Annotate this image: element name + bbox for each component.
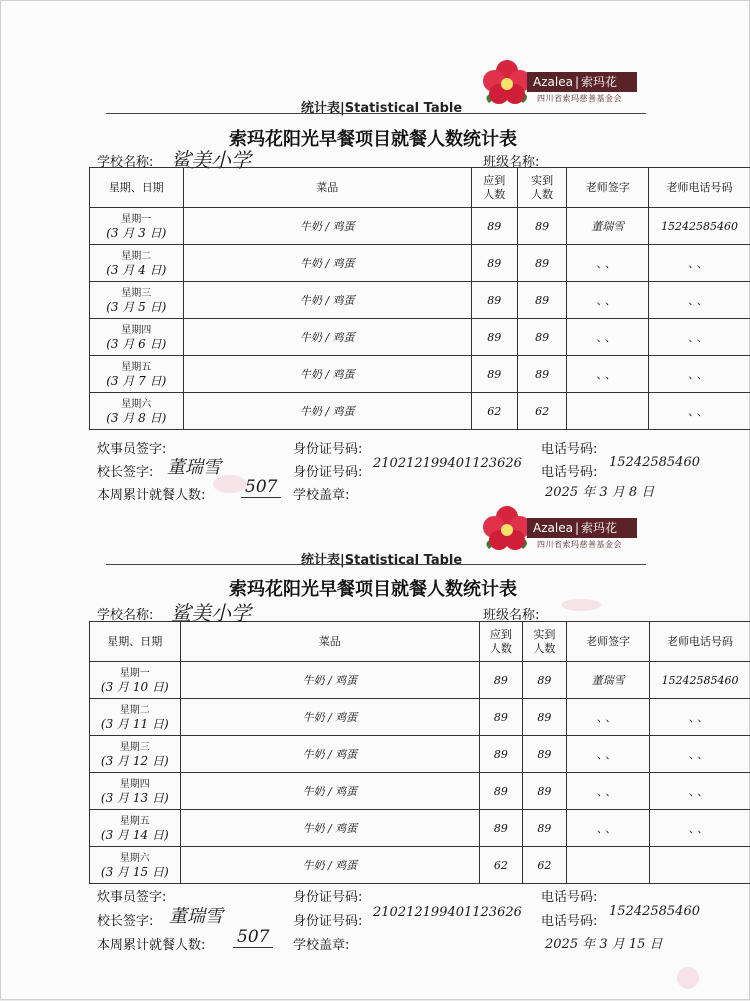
principal-signature: 董瑞雪	[167, 453, 221, 479]
teacher-sign-cell	[567, 847, 650, 884]
teacher-sign-cell: 、、	[567, 736, 650, 773]
expected-cell: 89	[480, 736, 523, 773]
actual-cell: 89	[517, 282, 567, 319]
table-row	[90, 773, 750, 810]
dish-cell: 牛奶 / 鸡蛋	[183, 208, 471, 245]
teacher-phone-cell: 、、	[649, 356, 750, 393]
actual-cell: 89	[517, 356, 567, 393]
header-teacher-sign: 老师签字	[567, 622, 650, 662]
teacher-phone-cell: 、、	[650, 810, 750, 847]
teacher-sign-cell: 、、	[567, 699, 650, 736]
dish-cell: 牛奶 / 鸡蛋	[180, 662, 479, 699]
dish-cell: 牛奶 / 鸡蛋	[183, 393, 471, 430]
cook-phone-label: 电话号码:	[541, 438, 597, 457]
teacher-phone-cell: 、、	[650, 736, 750, 773]
school-label: 学校名称:	[97, 604, 153, 623]
day-date-cell: 星期二 (3 月 11 日)	[90, 699, 181, 736]
logo-band: Azalea | 索玛花	[527, 518, 637, 538]
cook-id-label: 身份证号码:	[293, 886, 362, 905]
teacher-phone-cell: 、、	[649, 245, 750, 282]
actual-cell: 89	[517, 245, 567, 282]
header-teacher-phone: 老师电话号码	[649, 168, 750, 208]
table-row	[90, 699, 750, 736]
actual-cell: 89	[522, 662, 567, 699]
teacher-phone-cell: 15242585460	[649, 208, 750, 245]
statistical-table-tag: 统计表|Statistical Table	[301, 97, 462, 116]
expected-cell: 89	[480, 662, 523, 699]
expected-cell: 89	[471, 356, 517, 393]
ink-smudge	[677, 967, 699, 989]
meal-table	[89, 167, 750, 430]
day-date-cell: 星期二 (3 月 4 日)	[90, 245, 184, 282]
day-date-cell: 星期六 (3 月 8 日)	[90, 393, 184, 430]
logo-subtitle: 四川省索玛慈善基金会	[537, 93, 622, 104]
day-date-cell: 星期三 (3 月 12 日)	[90, 736, 181, 773]
teacher-phone-cell: 、、	[649, 393, 750, 430]
expected-cell: 89	[471, 245, 517, 282]
expected-cell: 89	[480, 810, 523, 847]
class-label: 班级名称:	[483, 151, 539, 170]
expected-cell: 89	[471, 319, 517, 356]
day-date-cell: 星期一 (3 月 10 日)	[90, 662, 181, 699]
cook-phone-label: 电话号码:	[541, 886, 597, 905]
ink-smudge	[561, 599, 601, 611]
cook-sign-label: 炊事员签字:	[97, 438, 166, 457]
teacher-phone-cell	[650, 847, 750, 884]
dish-cell: 牛奶 / 鸡蛋	[180, 773, 479, 810]
principal-phone-label: 电话号码:	[541, 461, 597, 480]
class-label: 班级名称:	[483, 604, 539, 623]
stamp-date: 2025 年 3 月 8 日	[545, 481, 654, 500]
day-date-cell: 星期四 (3 月 13 日)	[90, 773, 181, 810]
principal-phone-value: 15242585460	[609, 904, 700, 919]
expected-cell: 62	[480, 847, 523, 884]
actual-cell: 89	[522, 810, 567, 847]
table-row	[90, 356, 750, 393]
principal-id-label: 身份证号码:	[293, 461, 362, 480]
table-row	[90, 662, 750, 699]
weekly-total-label: 本周累计就餐人数:	[97, 934, 205, 953]
weekly-total-label: 本周累计就餐人数:	[97, 484, 205, 503]
expected-cell: 89	[480, 773, 523, 810]
table-row	[90, 319, 750, 356]
principal-phone-value: 15242585460	[609, 455, 700, 470]
principal-sign-label: 校长签字:	[97, 910, 153, 929]
header-teacher-sign: 老师签字	[567, 168, 649, 208]
principal-id-value: 210212199401123626	[373, 905, 522, 920]
school-name-value: 鲨美小学	[171, 144, 251, 173]
expected-cell: 62	[471, 393, 517, 430]
actual-cell: 89	[522, 699, 567, 736]
dish-cell: 牛奶 / 鸡蛋	[183, 282, 471, 319]
table-header-row	[90, 622, 750, 662]
table-row	[90, 245, 750, 282]
teacher-sign-cell: 、、	[567, 810, 650, 847]
actual-cell: 89	[522, 773, 567, 810]
teacher-phone-cell: 、、	[649, 319, 750, 356]
logo-subtitle: 四川省索玛慈善基金会	[537, 539, 622, 550]
principal-sign-label: 校长签字:	[97, 461, 153, 480]
principal-phone-label: 电话号码:	[541, 910, 597, 929]
dish-cell: 牛奶 / 鸡蛋	[183, 319, 471, 356]
table-row	[90, 208, 750, 245]
azalea-logo	[479, 505, 639, 555]
cook-id-label: 身份证号码:	[293, 438, 362, 457]
table-row	[90, 736, 750, 773]
dish-cell: 牛奶 / 鸡蛋	[180, 699, 479, 736]
cook-sign-label: 炊事员签字:	[97, 886, 166, 905]
day-date-cell: 星期五 (3 月 14 日)	[90, 810, 181, 847]
expected-cell: 89	[480, 699, 523, 736]
actual-cell: 89	[517, 319, 567, 356]
header-dish: 菜品	[183, 168, 471, 208]
stamp-label: 学校盖章:	[293, 934, 349, 953]
table-row	[90, 282, 750, 319]
teacher-sign-cell: 、、	[567, 773, 650, 810]
table-header-row	[90, 168, 750, 208]
header-date: 星期、日期	[90, 168, 184, 208]
teacher-phone-cell: 15242585460	[650, 662, 750, 699]
form-title: 索玛花阳光早餐项目就餐人数统计表	[229, 575, 517, 601]
stamp-label: 学校盖章:	[293, 484, 349, 503]
day-date-cell: 星期六 (3 月 15 日)	[90, 847, 181, 884]
header-expected: 应到 人数	[471, 168, 517, 208]
dish-cell: 牛奶 / 鸡蛋	[183, 245, 471, 282]
actual-cell: 89	[522, 736, 567, 773]
teacher-sign-cell: 、、	[567, 282, 649, 319]
sheet-week-1	[1, 1, 750, 501]
dish-cell: 牛奶 / 鸡蛋	[180, 847, 479, 884]
teacher-sign-cell: 董瑞雪	[567, 662, 650, 699]
table-row	[90, 810, 750, 847]
stamp-date: 2025 年 3 月 15 日	[545, 933, 663, 952]
teacher-phone-cell: 、、	[650, 773, 750, 810]
table-row	[90, 847, 750, 884]
weekly-total-value: 507	[241, 477, 281, 498]
table-row	[90, 393, 750, 430]
meal-table	[89, 621, 750, 884]
day-date-cell: 星期五 (3 月 7 日)	[90, 356, 184, 393]
day-date-cell: 星期四 (3 月 6 日)	[90, 319, 184, 356]
divider	[106, 113, 646, 114]
dish-cell: 牛奶 / 鸡蛋	[183, 356, 471, 393]
form-title: 索玛花阳光早餐项目就餐人数统计表	[229, 125, 517, 151]
day-date-cell: 星期三 (3 月 5 日)	[90, 282, 184, 319]
teacher-sign-cell: 、、	[567, 245, 649, 282]
azalea-logo	[479, 59, 639, 109]
header-expected: 应到 人数	[480, 622, 523, 662]
teacher-phone-cell: 、、	[650, 699, 750, 736]
actual-cell: 62	[522, 847, 567, 884]
header-date: 星期、日期	[90, 622, 181, 662]
expected-cell: 89	[471, 208, 517, 245]
principal-id-value: 210212199401123626	[373, 456, 522, 471]
dish-cell: 牛奶 / 鸡蛋	[180, 810, 479, 847]
day-date-cell: 星期一 (3 月 3 日)	[90, 208, 184, 245]
sheet-week-2	[1, 501, 750, 1001]
header-teacher-phone: 老师电话号码	[650, 622, 750, 662]
dish-cell: 牛奶 / 鸡蛋	[180, 736, 479, 773]
teacher-sign-cell: 、、	[567, 356, 649, 393]
teacher-sign-cell: 、、	[567, 319, 649, 356]
weekly-total-value: 507	[233, 927, 273, 948]
teacher-phone-cell: 、、	[649, 282, 750, 319]
actual-cell: 62	[517, 393, 567, 430]
teacher-sign-cell	[567, 393, 649, 430]
principal-id-label: 身份证号码:	[293, 910, 362, 929]
expected-cell: 89	[471, 282, 517, 319]
teacher-sign-cell: 董瑞雪	[567, 208, 649, 245]
divider	[106, 564, 646, 565]
logo-band: Azalea | 索玛花	[527, 72, 637, 92]
header-dish: 菜品	[180, 622, 479, 662]
principal-signature: 董瑞雪	[169, 902, 223, 928]
statistical-table-tag: 统计表|Statistical Table	[301, 549, 462, 568]
header-actual: 实到 人数	[522, 622, 567, 662]
school-label: 学校名称:	[97, 151, 153, 170]
header-actual: 实到 人数	[517, 168, 567, 208]
ink-smudge	[213, 475, 247, 493]
school-name-value: 鲨美小学	[171, 597, 251, 626]
actual-cell: 89	[517, 208, 567, 245]
